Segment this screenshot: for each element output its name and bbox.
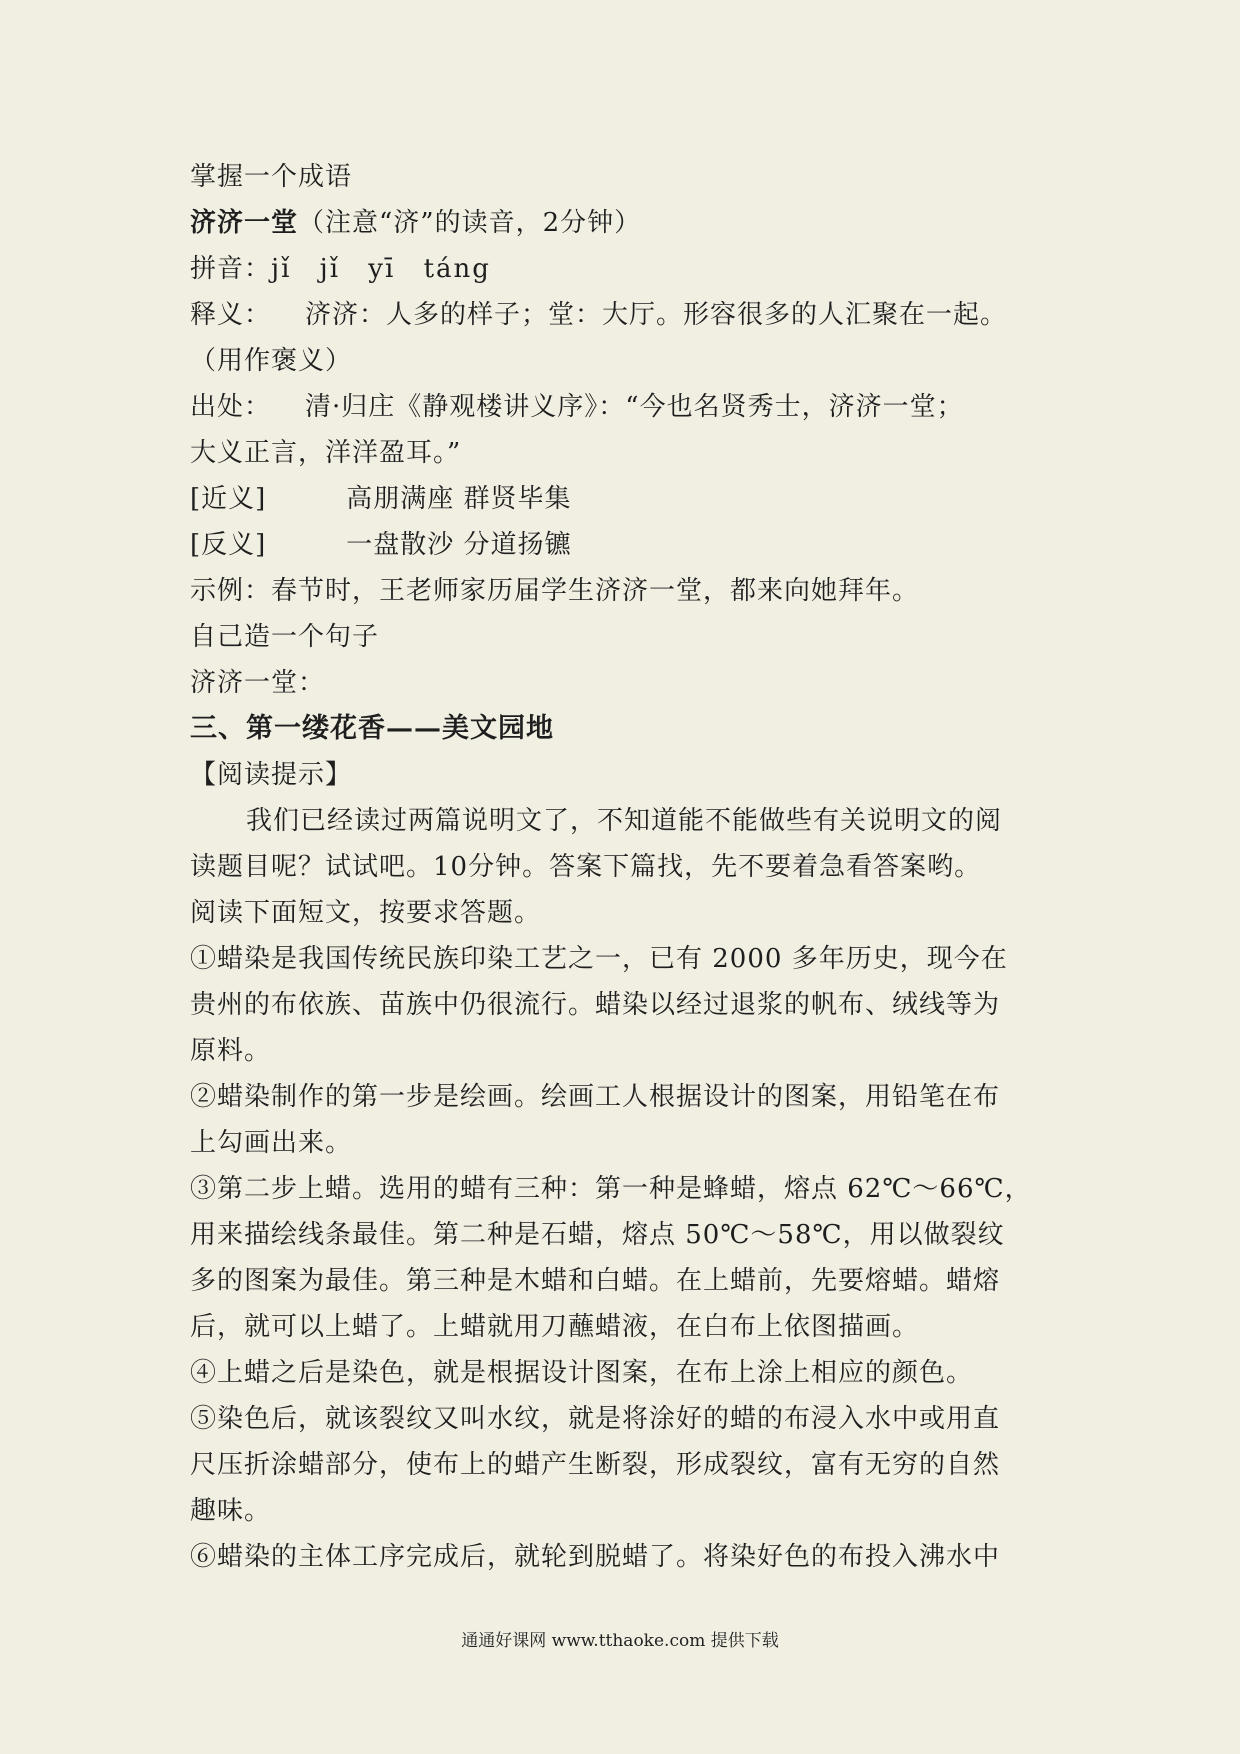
synonym-text: 高朋满座 群贤毕集 bbox=[346, 484, 572, 514]
reading-tip-line-1: 我们已经读过两篇说明文了，不知道能不能做些有关说明文的阅 bbox=[246, 806, 1003, 836]
reading-instruction: 阅读下面短文，按要求答题。 bbox=[190, 898, 542, 928]
passage-line: ⑤染色后，就该裂纹又叫水纹，就是将涂好的蜡的布浸入水中或用直 bbox=[190, 1404, 1001, 1434]
page-footer: 通通好课网 www.tthaoke.com 提供下载 bbox=[461, 1631, 779, 1651]
antonym-text: 一盘散沙 分道扬镳 bbox=[346, 530, 572, 560]
reading-tip-label: 【阅读提示】 bbox=[190, 760, 353, 790]
passage-line: 用来描绘线条最佳。第二种是石蜡，熔点 50℃～58℃，用以做裂纹 bbox=[190, 1220, 1005, 1250]
practice-prompt: 济济一堂： bbox=[190, 668, 326, 698]
example-label: 示例： bbox=[190, 576, 272, 606]
pinyin-label: 拼音： bbox=[190, 254, 272, 284]
passage-line: 趣味。 bbox=[190, 1496, 272, 1526]
meaning-line bbox=[190, 298, 1060, 332]
source-continued: 大义正言，洋洋盈耳。” bbox=[190, 438, 462, 468]
passage-line: ③第二步上蜡。选用的蜡有三种：第一种是蜂蜡，熔点 62℃～66℃， bbox=[190, 1174, 1032, 1204]
passage-line: 贵州的布依族、苗族中仍很流行。蜡染以经过退浆的帆布、绒线等为 bbox=[190, 990, 1001, 1020]
idiom-note: （注意“济”的读音，2分钟） bbox=[298, 208, 642, 238]
idiom-intro: 掌握一个成语 bbox=[190, 162, 353, 192]
synonym-line bbox=[190, 482, 1060, 516]
passage-line: ①蜡染是我国传统民族印染工艺之一，已有 2000 多年历史，现今在 bbox=[190, 944, 1008, 974]
passage-line: 上勾画出来。 bbox=[190, 1128, 353, 1158]
reading-tip-line-2: 读题目呢？试试吧。10分钟。答案下篇找，先不要着急看答案哟。 bbox=[190, 852, 982, 882]
passage-line: ⑥蜡染的主体工序完成后，就轮到脱蜡了。将染好色的布投入沸水中 bbox=[190, 1542, 1001, 1572]
pinyin-text: jǐ jǐ yī táng bbox=[271, 254, 491, 284]
passage-line: ④上蜡之后是染色，就是根据设计图案，在布上涂上相应的颜色。 bbox=[190, 1358, 974, 1388]
section-heading: 三、第一缕花香——美文园地 bbox=[190, 713, 554, 744]
idiom-title-line bbox=[190, 206, 1060, 240]
passage-line: 尺压折涂蜡部分，使布上的蜡产生断裂，形成裂纹，富有无穷的自然 bbox=[190, 1450, 1001, 1480]
antonym-label: [反义] bbox=[190, 530, 267, 560]
source-text: 清·归庄《静观楼讲义序》：“今也名贤秀士，济济一堂； bbox=[305, 392, 964, 422]
meaning-label: 释义： bbox=[190, 300, 272, 330]
synonym-label: [近义] bbox=[190, 484, 267, 514]
passage-line: 后，就可以上蜡了。上蜡就用刀蘸蜡液，在白布上依图描画。 bbox=[190, 1312, 920, 1342]
passage-line: ②蜡染制作的第一步是绘画。绘画工人根据设计的图案，用铅笔在布 bbox=[190, 1082, 1001, 1112]
example-line bbox=[190, 574, 1060, 608]
passage-line: 多的图案为最佳。第三种是木蜡和白蜡。在上蜡前，先要熔蜡。蜡熔 bbox=[190, 1266, 1001, 1296]
practice-instruction: 自己造一个句子 bbox=[190, 622, 380, 652]
meaning-continued: （用作褒义） bbox=[190, 346, 353, 376]
example-text: 春节时，王老师家历届学生济济一堂，都来向她拜年。 bbox=[271, 576, 920, 606]
idiom-title: 济济一堂 bbox=[190, 208, 299, 238]
antonym-line bbox=[190, 528, 1060, 562]
pinyin-line bbox=[190, 252, 1060, 286]
meaning-text: 济济：人多的样子；堂：大厅。形容很多的人汇聚在一起。 bbox=[305, 300, 1008, 330]
source-label: 出处： bbox=[190, 392, 272, 422]
passage-line: 原料。 bbox=[190, 1036, 272, 1066]
source-line bbox=[190, 390, 1060, 424]
